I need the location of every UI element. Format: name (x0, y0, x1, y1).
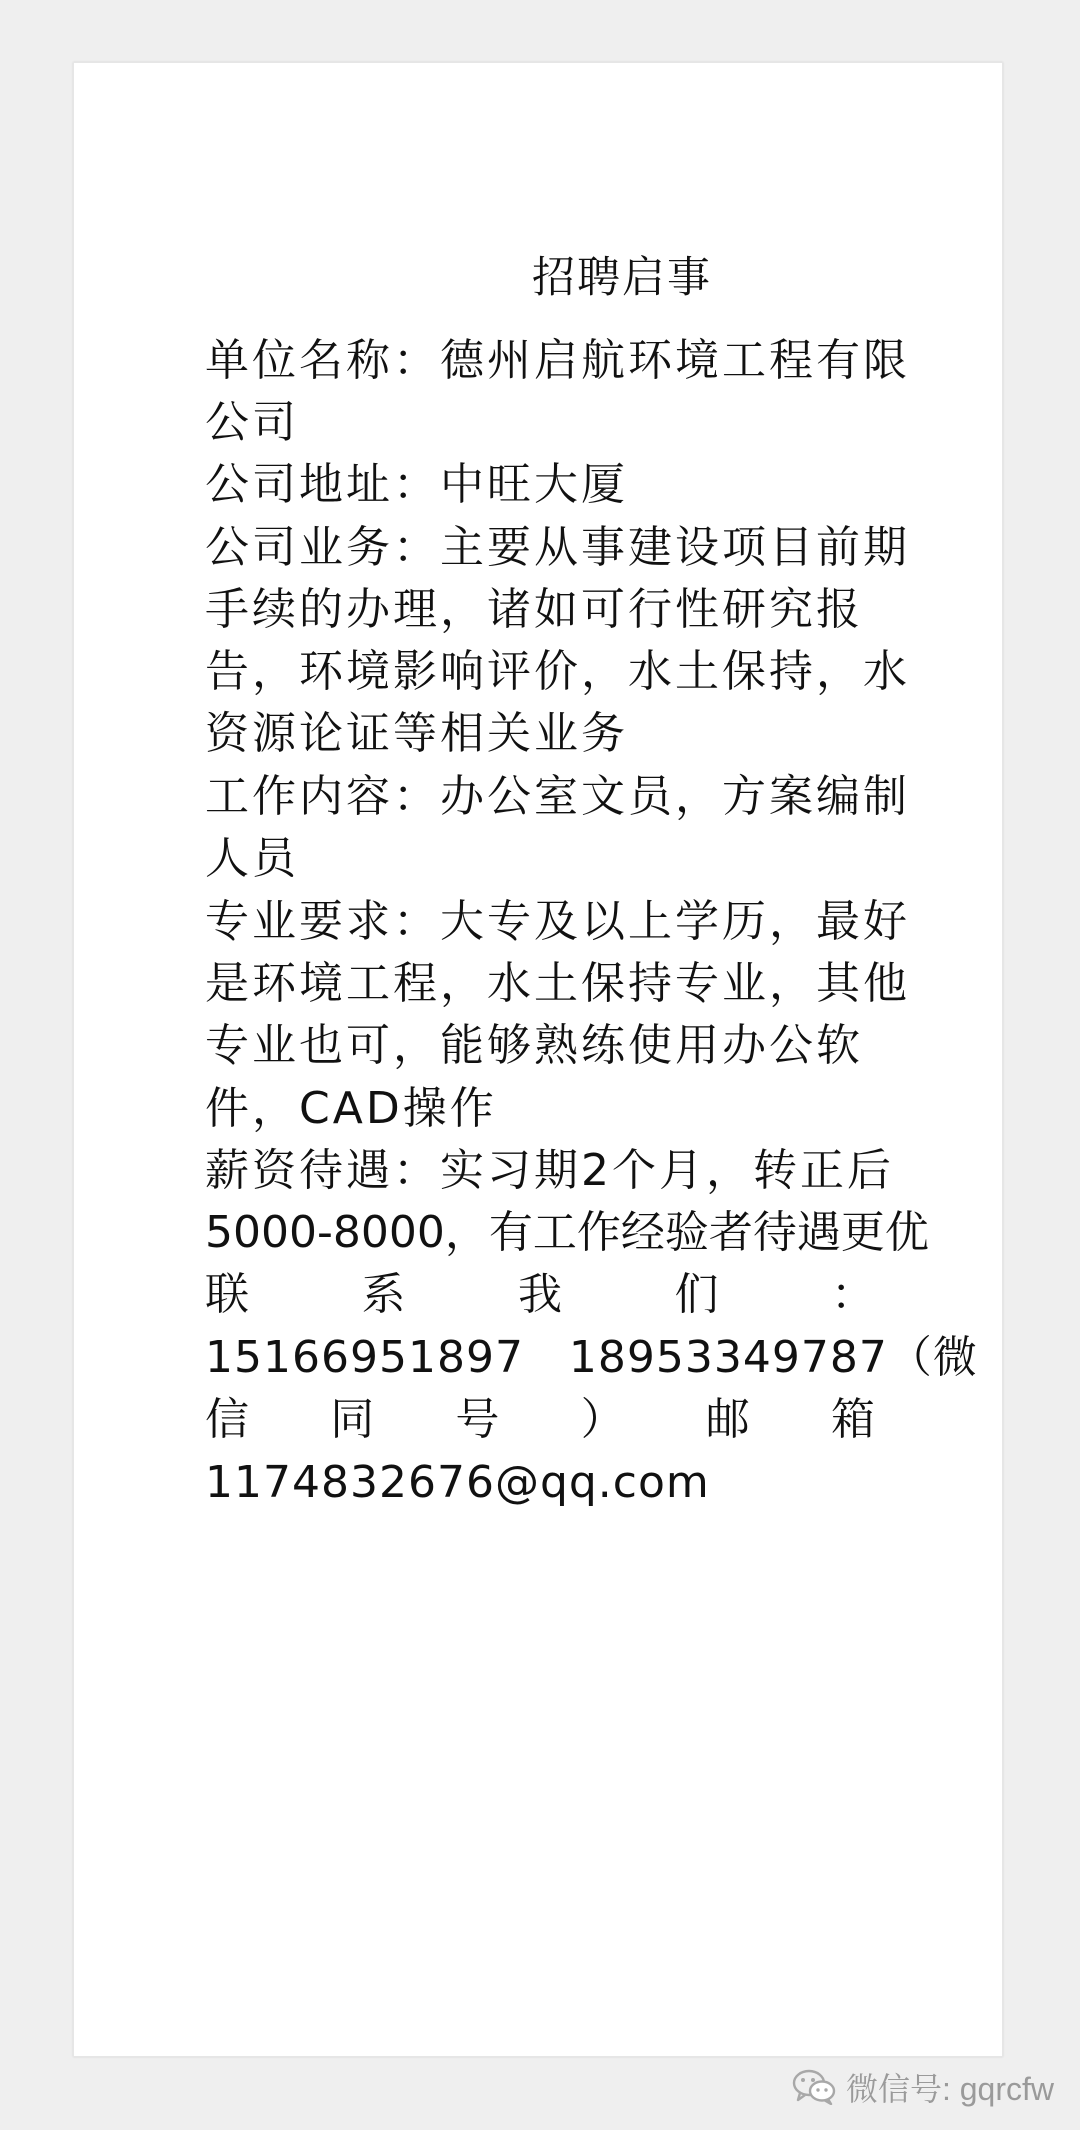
document-title: 招聘启事 (532, 253, 712, 303)
job-content-line-1: 工作内容：办公室文员，方案编制 (205, 771, 910, 822)
contact-label-line (205, 1265, 875, 1325)
business-line-3: 告，环境影响评价，水土保持，水 (205, 646, 910, 697)
document-sheet (73, 62, 1003, 2057)
label-char: 同 (330, 1394, 375, 1445)
wechat-watermark (792, 2064, 1054, 2110)
company-address-line: 公司地址：中旺大厦 (205, 459, 628, 510)
wechat-email-label-line (205, 1390, 875, 1450)
watermark-text: 微信号: gqrcfw (845, 2071, 1054, 2107)
company-name-line-cont: 公司 (205, 397, 299, 448)
label-char: 号 (455, 1394, 500, 1445)
phones-line: 15166951897 18953349787（微 (205, 1332, 978, 1383)
label-char: 邮 (705, 1394, 750, 1445)
contact-char: 系 (361, 1269, 406, 1320)
contact-char: 联 (205, 1269, 249, 1320)
requirements-line-2: 是环境工程，水土保持专业，其他 (205, 958, 910, 1009)
business-line-2: 手续的办理，诸如可行性研究报 (205, 584, 863, 635)
wechat-icon (792, 2069, 836, 2105)
requirements-line-1: 专业要求：大专及以上学历，最好 (205, 896, 910, 947)
company-name-line: 单位名称：德州启航环境工程有限 (205, 335, 910, 386)
contact-char: ： (831, 1269, 875, 1320)
salary-line-1: 薪资待遇：实习期2个月，转正后 (205, 1145, 894, 1196)
contact-char: 们 (674, 1269, 719, 1320)
contact-char: 我 (518, 1269, 562, 1320)
salary-line-2: 5000-8000，有工作经验者待遇更优 (205, 1207, 929, 1258)
label-char: ） (580, 1394, 625, 1445)
label-char: 信 (205, 1394, 249, 1445)
requirements-line-3: 专业也可，能够熟练使用办公软 (205, 1020, 863, 1071)
requirements-line-4: 件，CAD操作 (205, 1083, 497, 1134)
label-char: 箱 (830, 1394, 875, 1445)
business-line-4: 资源论证等相关业务 (205, 708, 628, 759)
job-content-line-2: 人员 (205, 833, 299, 884)
business-line-1: 公司业务：主要从事建设项目前期 (205, 522, 910, 573)
email-line: 1174832676@qq.com (205, 1457, 710, 1508)
